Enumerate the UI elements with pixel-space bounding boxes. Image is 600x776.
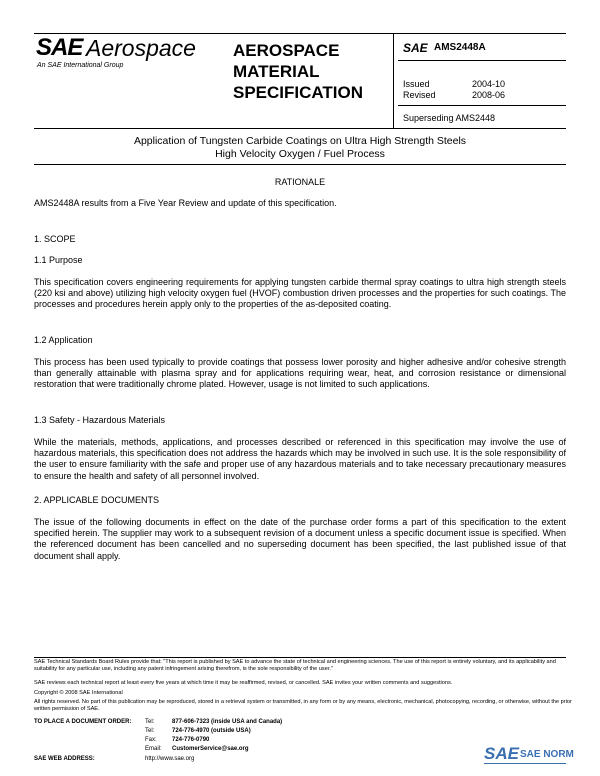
- sae-mark: SAE: [403, 41, 428, 55]
- rationale-text: AMS2448A results from a Five Year Review and update of this specification.: [34, 198, 337, 208]
- section-1-3-heading: 1.3 Safety - Hazardous Materials: [34, 415, 166, 425]
- footer-rule: [34, 657, 566, 658]
- dates-rule: [398, 105, 566, 106]
- web-label: SAE WEB ADDRESS:: [34, 756, 95, 762]
- sae-norm-logo: [484, 742, 574, 768]
- tel-number-2: 724-776-4970 (outside USA): [172, 728, 251, 734]
- document-subtitle: [34, 135, 566, 161]
- fax-number: 724-776-0790: [172, 737, 210, 743]
- document-number: AMS2448A: [434, 42, 486, 53]
- subtitle-line-1: Application of Tungsten Carbide Coatings on Ultra High Strength Steels: [133, 135, 467, 147]
- tel-label-2: Tel:: [145, 728, 155, 734]
- section-1-2-text: This process has been used typically to provide coatings that possess lower porosity and higher adhesive and/or cohesive strength than generally attainable with plasma spray and for applications requiring wear, heat, and corrosion resistance or dimensional restoration that were traditionally chrome plated. However, usage is not limited to such applications.: [34, 357, 566, 390]
- rationale-heading: RATIONALE: [274, 177, 326, 187]
- footer-copyright: Copyright © 2008 SAE International: [34, 690, 123, 696]
- title-line-3: SPECIFICATION: [233, 83, 364, 102]
- superseding-note: Superseding AMS2448: [403, 113, 496, 123]
- title-line-1: AEROSPACE: [233, 41, 340, 60]
- email-address[interactable]: CustomerService@sae.org: [172, 746, 249, 752]
- subtitle-rule: [34, 164, 566, 165]
- svg-text:SAE: SAE: [484, 744, 519, 763]
- sae-logo: SAE: [36, 34, 83, 61]
- web-address[interactable]: http://www.sae.org: [145, 756, 195, 762]
- revised-label: Revised: [403, 90, 436, 100]
- doc-number-rule: [398, 60, 566, 61]
- tel-number-1: 877-606-7323 (inside USA and Canada): [172, 719, 283, 725]
- document-type-title: [233, 40, 363, 103]
- revised-date: 2008-06: [472, 90, 506, 100]
- footer-review-text: SAE reviews each technical report at least every five years at which time it may be reaffirmed, revised, or cancelled. SAE invites your written comments and suggestions.: [34, 680, 453, 686]
- order-label: TO PLACE A DOCUMENT ORDER:: [34, 719, 132, 725]
- section-2-text: The issue of the following documents in effect on the date of the purchase order forms a part of this specification to the extent specified herein. The supplier may work to a subsequent revision of a document unless a specific document issue is specified. When the referenced document has been cancelled and no superseding document has been specified, the last published issue of that document shall apply.: [34, 517, 566, 561]
- header-vertical-divider: [393, 34, 394, 128]
- header-top-rule: [34, 33, 566, 34]
- subtitle-line-2: High Velocity Oxygen / Fuel Process: [215, 148, 385, 160]
- section-1-1-text: This specification covers engineering requirements for applying tungsten carbide thermal spray coatings to ultra high strength steels (220 ksi and above) utilizing high velocity oxygen fuel (HVOF) combustion driven processes and the properties for such coatings. The processes and procedures herein apply only to the properties of the as-deposited coating.: [34, 277, 566, 310]
- footer-rules-text: SAE Technical Standards Board Rules provide that: "This report is published by SAE to advance the state of technical and engineering sciences. The use of this report is entirely voluntary, and its applicability and suitability for any particular use, including any patent infringement arising therefrom, is the sole responsibility of the user.": [34, 659, 556, 672]
- footer-rights-text: All rights reserved. No part of this publication may be reproduced, stored in a retrieval system or transmitted, in any form or by any means, electronic, mechanical, photocopying, recording, or otherwise, without the prior written permission of SAE.: [34, 699, 572, 712]
- section-1-1-heading: 1.1 Purpose: [34, 255, 83, 265]
- aerospace-logo-text: Aerospace: [86, 35, 196, 61]
- section-1-heading: 1. SCOPE: [34, 234, 76, 244]
- logo-subtitle: An SAE International Group: [37, 62, 124, 69]
- section-1-2-heading: 1.2 Application: [34, 335, 93, 345]
- section-1-3-text: While the materials, methods, applications, and processes described or referenced in this specification may involve the use of hazardous materials, this specification does not address the hazards which may be involved in such use. It is the sole responsibility of the user to ensure familiarity with the safe and proper use of any hazardous materials and to take necessary precautionary measures to ensure the health and safety of all personnel involved.: [34, 437, 566, 481]
- title-line-2: MATERIAL: [233, 62, 320, 81]
- section-2-heading: 2. APPLICABLE DOCUMENTS: [34, 495, 160, 505]
- tel-label-1: Tel:: [145, 719, 155, 725]
- email-label: Email:: [145, 746, 162, 752]
- svg-text:SAE NORM: SAE NORM: [520, 749, 574, 760]
- fax-label: Fax:: [145, 737, 157, 743]
- header-bottom-rule: [34, 128, 566, 129]
- issued-label: Issued: [403, 79, 430, 89]
- issued-date: 2004-10: [472, 79, 506, 89]
